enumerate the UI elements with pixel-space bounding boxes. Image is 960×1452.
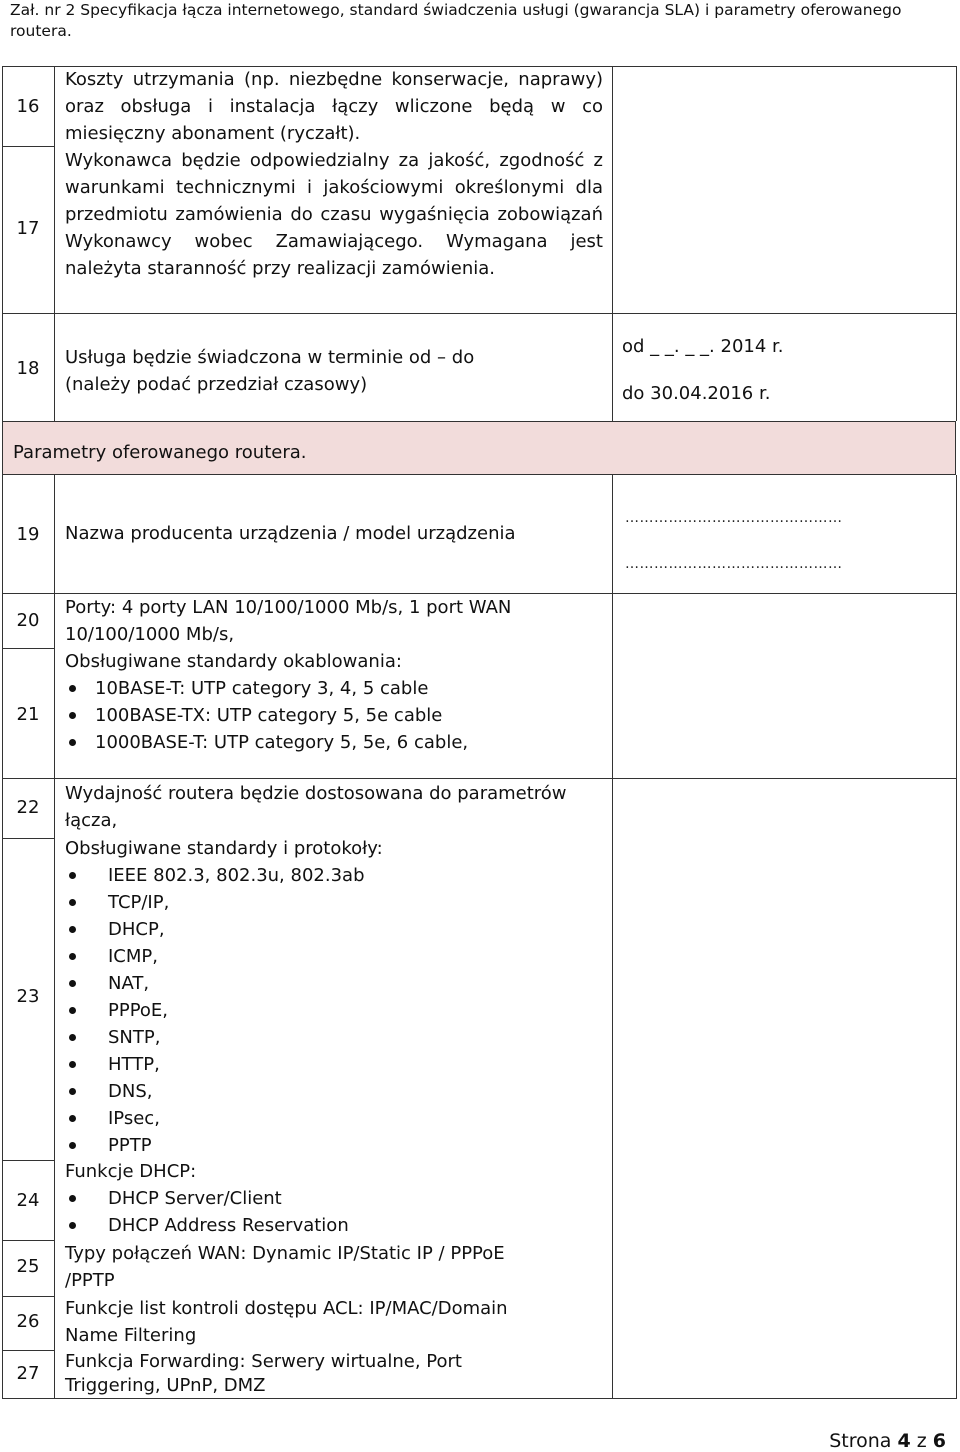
list-item: NAT, (65, 970, 603, 997)
bullet-icon (69, 1115, 76, 1122)
row-number-21: 21 (16, 704, 40, 725)
row-19-text: Nazwa producenta urządzenia / model urządzenia (65, 523, 516, 544)
row-18-text (65, 344, 603, 398)
list-item: IEEE 802.3, 802.3u, 802.3ab (65, 862, 603, 889)
row-number-17: 17 (16, 218, 40, 239)
bullet-icon (69, 1007, 76, 1014)
row-27-line-2: Triggering, UPnP, DMZ (65, 1375, 266, 1396)
list-item: 10BASE-T: UTP category 3, 4, 5 cable (65, 675, 603, 702)
list-item: TCP/IP, (65, 889, 603, 916)
row-23-list (65, 862, 603, 1159)
section-router-parameters (2, 421, 956, 475)
row-18-text-line-2: (należy podać przedział czasowy) (65, 374, 368, 395)
footer-total-pages: 6 (932, 1430, 946, 1452)
bullet-icon (69, 1142, 76, 1149)
list-item: PPPoE, (65, 997, 603, 1024)
row-18-answer-from[interactable]: od _ _. _ _. 2014 r. (622, 336, 784, 357)
row-25-line-2: /PPTP (65, 1270, 115, 1291)
bullet-icon (69, 712, 76, 719)
row-22-line-2: łącza, (65, 810, 118, 831)
row-16-text: Koszty utrzymania (np. niezbędne konserwacje, naprawy) oraz obsługa i instalacja łączy wliczone będą w co miesięczny abonament (ryczałt). (65, 69, 603, 144)
section-title: Parametry oferowanego routera. (13, 442, 307, 463)
row-22-text (65, 780, 603, 834)
row-number-20: 20 (16, 610, 40, 631)
row-number-26: 26 (16, 1311, 40, 1332)
row-number-25: 25 (16, 1256, 40, 1277)
footer-separator: z (916, 1430, 927, 1452)
bullet-icon (69, 1195, 76, 1202)
bullet-icon (69, 872, 76, 879)
row-26-line-1: Funkcje list kontroli dostępu ACL: IP/MAC/Domain (65, 1298, 508, 1319)
list-item: PPTP (65, 1132, 603, 1159)
page-footer (829, 1430, 946, 1452)
row-19-answer-dots-2[interactable]: ……………………………………… (625, 556, 843, 572)
row-number-19: 19 (16, 524, 40, 545)
bullet-icon (69, 899, 76, 906)
row-25-text (65, 1240, 603, 1294)
row-21-heading: Obsługiwane standardy okablowania: (65, 651, 402, 672)
footer-page-number: 4 (897, 1430, 911, 1452)
row-21-text (65, 648, 603, 756)
list-item: IPsec, (65, 1105, 603, 1132)
list-item: ICMP, (65, 943, 603, 970)
row-20-line-1: Porty: 4 porty LAN 10/100/1000 Mb/s, 1 port WAN (65, 597, 512, 618)
row-26-line-2: Name Filtering (65, 1325, 197, 1346)
row-23-heading: Obsługiwane standardy i protokoły: (65, 838, 383, 859)
list-item: 100BASE-TX: UTP category 5, 5e cable (65, 702, 603, 729)
list-item: HTTP, (65, 1051, 603, 1078)
header-line-1: Zał. nr 2 Specyfikacja łącza internetowego, standard świadczenia usługi (gwarancja SLA) i parametry oferowanego (10, 1, 902, 19)
footer-prefix: Strona (829, 1430, 892, 1452)
row-23-text (65, 835, 603, 1159)
row-number-23: 23 (16, 986, 40, 1007)
bullet-icon (69, 1061, 76, 1068)
bullet-icon (69, 980, 76, 987)
row-number-22: 22 (16, 797, 40, 818)
bullet-icon (69, 1034, 76, 1041)
header-line-2: routera. (10, 22, 72, 40)
row-25-line-1: Typy połączeń WAN: Dynamic IP/Static IP / PPPoE (65, 1243, 505, 1264)
list-item: 1000BASE-T: UTP category 5, 5e, 6 cable, (65, 729, 603, 756)
row-27-text (65, 1350, 603, 1398)
row-number-16: 16 (16, 96, 40, 117)
row-24-heading: Funkcje DHCP: (65, 1161, 197, 1182)
row-20-line-2: 10/100/1000 Mb/s, (65, 624, 235, 645)
list-item: DNS, (65, 1078, 603, 1105)
row-27-line-1: Funkcja Forwarding: Serwery wirtualne, Port (65, 1351, 462, 1372)
bullet-icon (69, 926, 76, 933)
row-18-text-line-1: Usługa będzie świadczona w terminie od – do (65, 347, 475, 368)
row-22-line-1: Wydajność routera będzie dostosowana do parametrów (65, 783, 567, 804)
row-18-answer-to: do 30.04.2016 r. (622, 383, 771, 404)
list-item: DHCP Server/Client (65, 1185, 603, 1212)
bullet-icon (69, 953, 76, 960)
row-number-24: 24 (16, 1190, 40, 1211)
bullet-icon (69, 1088, 76, 1095)
row-19-answer-dots-1[interactable]: ……………………………………… (625, 510, 843, 526)
row-21-list (65, 675, 603, 756)
row-20-text (65, 594, 603, 648)
list-item: DHCP, (65, 916, 603, 943)
row-number-18: 18 (16, 358, 40, 379)
row-17-text: Wykonawca będzie odpowiedzialny za jakość, zgodność z warunkami technicznymi i jakościowymi określonymi dla przedmiotu zamówienia do czasu wygaśnięcia zobowiązań Wykonawcy wobec Zamawiającego. Wymagana jest należyta staranność przy realizacji zamówienia. (65, 150, 603, 279)
bullet-icon (69, 1222, 76, 1229)
bullet-icon (69, 739, 76, 746)
list-item: DHCP Address Reservation (65, 1212, 603, 1239)
list-item: SNTP, (65, 1024, 603, 1051)
row-number-27: 27 (16, 1363, 40, 1384)
row-24-list (65, 1185, 603, 1239)
row-24-text (65, 1158, 603, 1239)
row-26-text (65, 1295, 603, 1349)
bullet-icon (69, 685, 76, 692)
